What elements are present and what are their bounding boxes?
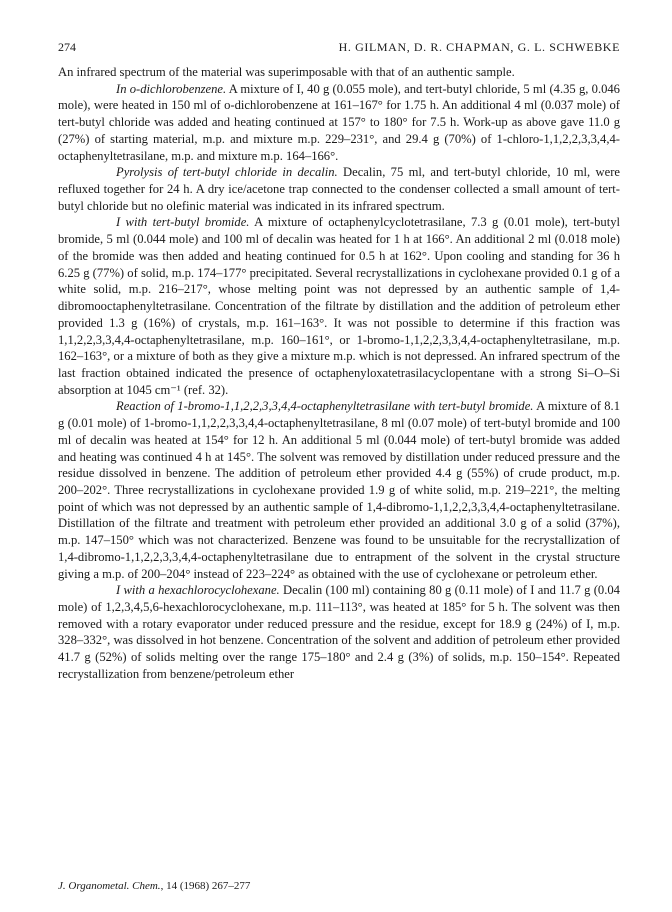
paragraph-text: A mixture of 8.1 g (0.01 mole) of 1-bromo-1,1,2,2,3,3,4,4-octaphenyltetrasilane, 8 ml (0.07 mole) of tert-butyl bromide and 100 ml of decalin was heated at 154° for 12 h. An additional 5 ml (0.044 mole) of tert-butyl bromide was added and heating was continued 4 h at 145°. The solvent was removed by distillation under reduced pressure and the residue dissolved in benzene. The addition of petroleum ether provided 4.4 g (55%) of crude product, m.p. 200–202°. Three recrystallizations in cyclohexane provided 1.9 g of white solid, m.p. 219–221°, the melting point of which was not depressed by an authentic sample of 1,4-dibromo-1,1,2,2,3,3,4,4-octaphenyltetrasilane. Distillation of the filtrate and treatment with petroleum ether provided an additional 3.0 g of a solid (37%), m.p. 147–150° which was not characterized. Benzene was found to be unsuitable for the recrystallization of 1,4-dibromo-1,1,2,2,3,3,4,4-octaphenyltetrasilane due to entrapment of the solvent in the crystal structure giving a m.p. of 200–204° instead of 223–224° as obtained with the use of cyclohexane or petroleum ether. xyxy=(58,399,621,581)
page-number: 274 xyxy=(58,40,76,54)
journal-name: J. Organometal. Chem. xyxy=(58,880,161,892)
paragraph-heading: I with tert-butyl bromide. xyxy=(116,215,250,230)
paragraph-heading: Reaction of 1-bromo-1,1,2,2,3,3,4,4-octaphenyltetrasilane with tert-butyl bromide. xyxy=(116,399,534,414)
paragraph-heading: In o-dichlorobenzene. xyxy=(116,81,227,96)
paragraph-text: An infrared spectrum of the material was superimposable with that of an authentic sample. xyxy=(58,65,515,79)
paragraph-text: Decalin (100 ml) containing 80 g (0.11 mole) of I and 11.7 g (0.04 mole) of 1,2,3,4,5,6-hexachlorocyclohexane, m.p. 111–113°, was heated at 185° for 5 h. The solvent was then removed with a rotary evaporator under reduced pressure and the residue, except for 18.9 g (24%) of I, m.p. 328–332°, was dissolved in hot benzene. Concentration of the solvent and addition of petroleum ether provided 41.7 g (52%) of solids melting over the range 175–180° and 2.4 g (3%) of solids, m.p. 150–154°. Repeated recrystallization from benzene/petroleum ether xyxy=(58,583,620,681)
paragraph-hexachlorocyclohexane xyxy=(58,582,620,682)
paragraph-text: A mixture of octaphenylcyclotetrasilane, 7.3 g (0.01 mole), tert-butyl bromide, 5 ml (0.044 mole) and 100 ml of decalin was heated for 1 h at 166°. An additional 2 ml (0.018 mole) of the bromide was then added and heating continued for 0.5 h at 162°. Upon cooling and standing for 36 h 6.25 g (77%) of solid, m.p. 174–177° precipitated. Several recrystallizations in cyclohexane provided 0.1 g of a white solid, m.p. 216–217°, whose melting point was not depressed by an authentic sample of 1,4-dibromooctaphenyltetrasilane. Concentration of the filtrate by distillation and the addition of petroleum ether provided 1.3 g (16%) of crystals, m.p. 161–163°. It was not possible to determine if this fraction was 1,1,2,2,3,3,4,4-octaphenyltetrasilane, m.p. 160–161°, or 1-bromo-1,1,2,2,3,3,4,4-octaphenyltetrasilane, m.p. 162–163°, or a mixture of both as they give a mixture m.p. which is not depressed. An infrared spectrum of the last fraction obtained indicated the presence of octaphenyloxatetrasilacyclopentane with a strong Si–O–Si absorption at 1045 cm⁻¹ (ref. 32). xyxy=(58,215,621,397)
paragraph-heading: Pyrolysis of tert-butyl chloride in decalin. xyxy=(116,165,338,180)
paragraph-bromo-reaction xyxy=(58,398,620,582)
page-footer xyxy=(58,880,250,892)
paragraph-tert-butyl-bromide xyxy=(58,214,620,398)
paragraph-text: Decalin, 75 ml, and tert-butyl chloride, 10 ml, were refluxed together for 24 h. A dry ice/acetone trap connected to the condenser collected a small amount of tert-butyl chloride but no olefinic material was indicated in its infrared spectrum. xyxy=(58,165,620,213)
paragraph-o-dichlorobenzene xyxy=(58,81,620,165)
page-header xyxy=(58,40,620,58)
paragraph-continuation xyxy=(58,64,620,81)
journal-citation: , 14 (1968) 267–277 xyxy=(160,880,251,892)
running-head-authors: H. GILMAN, D. R. CHAPMAN, G. L. SCHWEBKE xyxy=(338,40,620,54)
paragraph-heading: I with a hexachlorocyclohexane. xyxy=(116,583,280,598)
article-body xyxy=(58,64,620,683)
paragraph-text: A mixture of I, 40 g (0.055 mole), and tert-butyl chloride, 5 ml (4.35 g, 0.046 mole), were heated in 150 ml of o-dichlorobenzene at 161–167° for 1.75 h. An additional 4 ml (0.037 mole) of tert-butyl chloride was added and heating continued at 157° to 180° for 7.5 h. Work-up as above gave 11.0 g (27%) of starting material, m.p. and mixture m.p. 229–231°, and 29.4 g (70%) of 1-chloro-1,1,2,2,3,3,4,4-octaphenyltetrasilane, m.p. and mixture m.p. 164–166°. xyxy=(58,81,620,163)
paragraph-pyrolysis xyxy=(58,164,620,214)
